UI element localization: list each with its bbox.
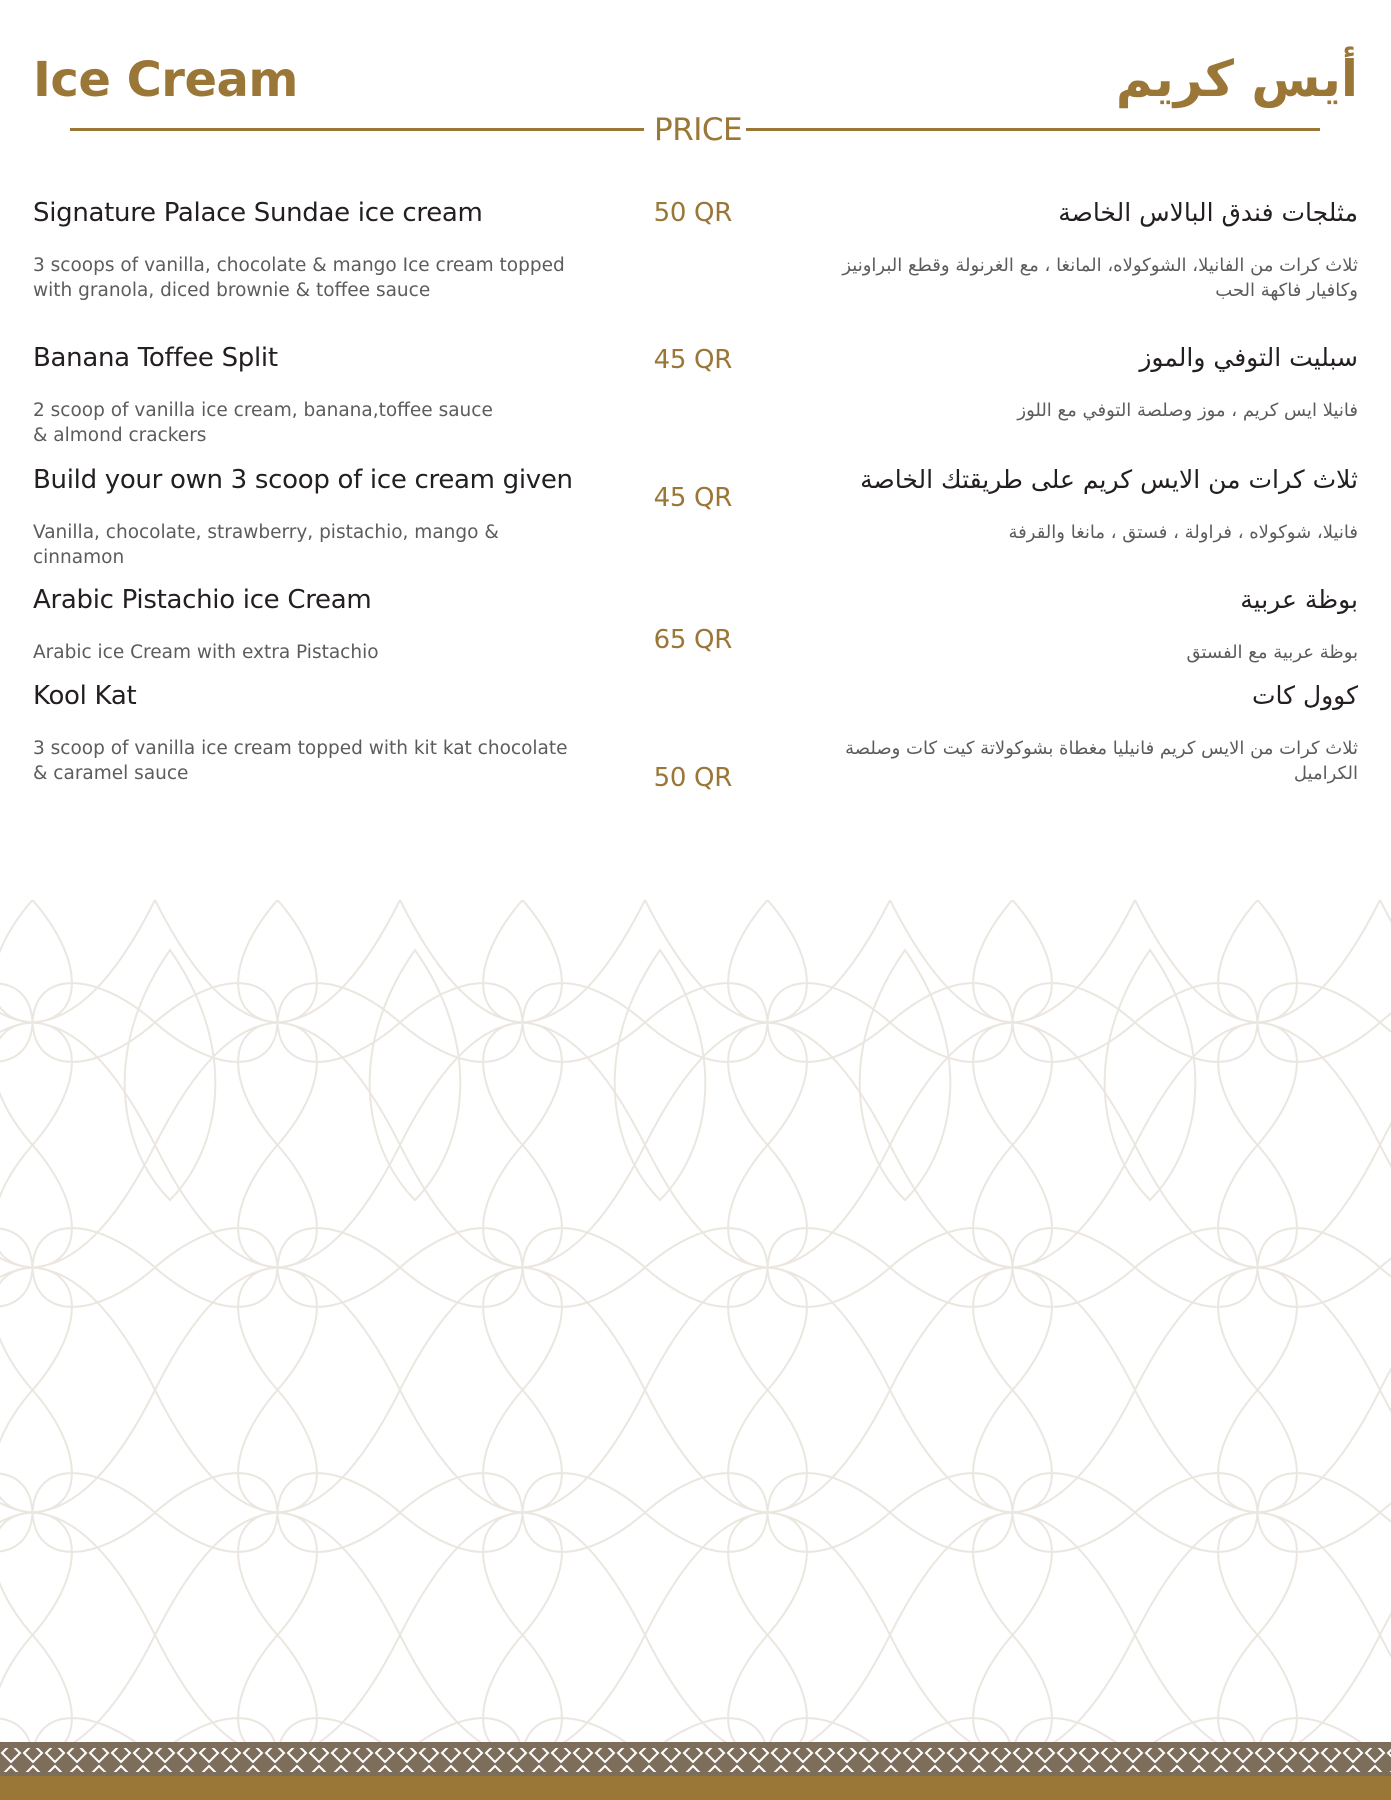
item-description-english: 3 scoops of vanilla, chocolate & mango Ice cream topped with granola, diced brownie & toffee sauce [33,255,565,301]
price-column-heading: PRICE [654,112,743,148]
header-rule-left [70,128,644,131]
section-title-english: Ice Cream [33,52,298,108]
item-description-english: Arabic ice Cream with extra Pistachio [33,642,379,663]
item-price: 45 QR [653,483,732,513]
item-price: 50 QR [653,198,732,228]
item-name-arabic: مثلجات فندق البالاس الخاصة [1058,198,1358,227]
item-name-english: Build your own 3 scoop of ice cream given [33,465,573,495]
item-description-english: 3 scoop of vanilla ice cream topped with kit kat chocolate & caramel sauce [33,738,568,784]
item-description-arabic: بوظة عربية مع الفستق [1186,642,1358,663]
item-description-english: Vanilla, chocolate, strawberry, pistachio, mango & cinnamon [33,522,499,568]
footer-decorative-border [0,1742,1391,1800]
item-name-arabic: ثلاث كرات من الايس كريم على طريقتك الخاصة [860,465,1358,494]
item-description-english: 2 scoop of vanilla ice cream, banana,toffee sauce & almond crackers [33,400,493,446]
item-price: 65 QR [653,625,732,655]
item-name-english: Signature Palace Sundae ice cream [33,198,483,228]
item-description-arabic: فانيلا، شوكولاه ، فراولة ، فستق ، مانغا والقرفة [1008,522,1358,543]
item-price: 45 QR [653,345,732,375]
section-title-arabic: أيس كريم [1115,50,1358,108]
item-name-arabic: كوول كات [1251,681,1358,710]
item-description-arabic: ثلاث كرات من الايس كريم فانيليا مغطاة بشوكولاتة كيت كات وصلصة الكراميل [845,738,1358,784]
item-name-english: Arabic Pistachio ice Cream [33,585,372,615]
item-description-arabic: فانيلا ايس كريم ، موز وصلصة التوفي مع اللوز [1017,400,1358,421]
item-name-english: Kool Kat [33,681,137,711]
item-name-arabic: بوظة عربية [1240,585,1358,614]
item-name-arabic: سبليت التوفي والموز [1139,343,1358,372]
item-price: 50 QR [653,763,732,793]
header-rule-right [746,128,1320,131]
item-description-arabic: ثلاث كرات من الفانيلا، الشوكولاه، المانغا ، مع الغرنولة وقطع البراونيز وكافيار فاكهة الحب [842,255,1358,301]
item-name-english: Banana Toffee Split [33,343,278,373]
